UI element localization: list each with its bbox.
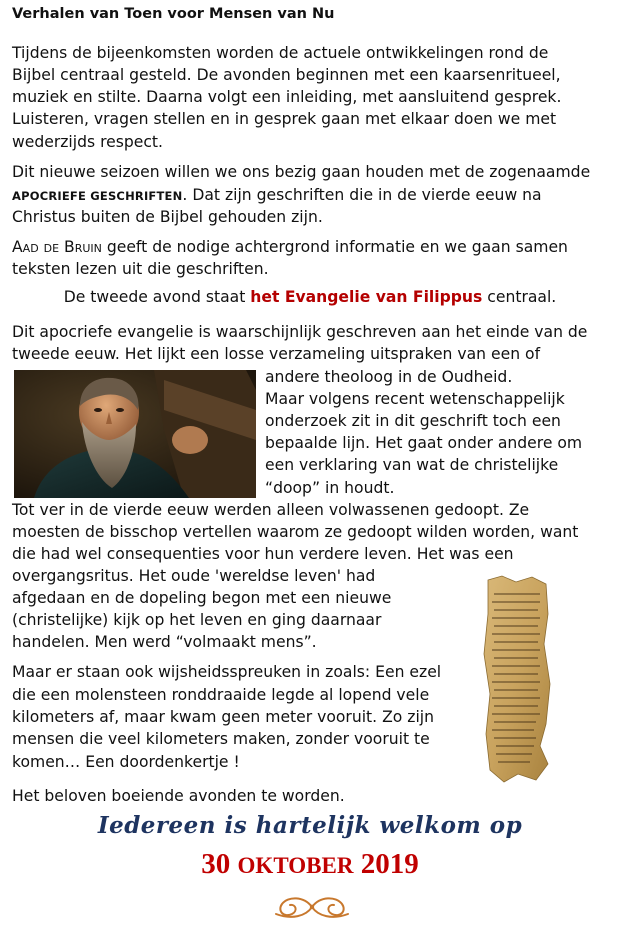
text-line: moesten de bisschop vertellen waarom ze gedoopt wilden worden, want [12, 523, 579, 541]
text-line: handelen. Men werd “volmaakt mens”. [12, 633, 317, 651]
text-line: Tot ver in de vierde eeuw werden alleen volwassenen gedoopt. Ze [12, 501, 530, 519]
text-line: Christus buiten de Bijbel gehouden zijn. [12, 208, 323, 226]
text-line: Maar er staan ook wijsheidsspreuken in zoals: Een ezel [12, 663, 442, 681]
text-line: overgangsritus. Het oude 'wereldse leven' had [12, 567, 376, 585]
closing-line: Het beloven boeiende avonden te worden. [12, 787, 345, 805]
text-span: . Dat zijn geschriften die in de vierde eeuw na [182, 186, 542, 204]
event-date [12, 848, 608, 881]
text-line: andere theoloog in de Oudheid. [265, 368, 513, 386]
date-month: OKTOBER [237, 853, 354, 878]
text-line: Dit nieuwe seizoen willen we ons bezig gaan houden met de zogenaamde [12, 163, 591, 181]
text-line: die een molensteen ronddraaide legde al lopend vele [12, 686, 430, 704]
date-day: 30 [201, 848, 231, 880]
text-line [12, 184, 608, 208]
text-span: geeft de nodige achtergrond informatie en we gaan samen [101, 238, 568, 256]
text-line: bepaalde lijn. Het gaat onder andere om [265, 434, 583, 452]
papyrus-image [482, 574, 552, 784]
text-line: Bijbel centraal gesteld. De avonden beginnen met een kaarsenritueel, [12, 66, 561, 84]
text-line: Maar volgens recent wetenschappelijk [265, 390, 565, 408]
date-year: 2019 [360, 848, 419, 880]
text-line: tweede eeuw. Het lijkt een losse verzameling uitspraken van een of [12, 345, 541, 363]
text-span: centraal. [482, 288, 557, 306]
text-line: wederzijds respect. [12, 133, 164, 151]
text-line: “doop” in houdt. [265, 479, 395, 497]
text-line: Tijdens de bijeenkomsten worden de actuele ontwikkelingen rond de [12, 44, 549, 62]
gospel-title: het Evangelie van Filippus [250, 288, 483, 306]
text-line: muziek en stilte. Daarna volgt een inleiding, met aansluitend gesprek. [12, 88, 562, 106]
text-line: onderzoek zit in dit geschrift toch een [265, 412, 561, 430]
text-line: een verklaring van wat de christelijke [265, 456, 559, 474]
speaker-name: Aad de Bruin [12, 238, 102, 256]
apocrypha-term: APOCRIEFE GESCHRIFTEN [12, 189, 183, 203]
text-line: (christelijke) kijk op het leven en ging daarnaar [12, 611, 382, 629]
portrait-image [14, 370, 256, 498]
welcome-text: Iedereen is hartelijk welkom op [97, 812, 523, 839]
text-line: komen… Een doordenkertje ! [12, 753, 240, 771]
text-line: mensen die veel kilometers maken, zonder vooruit te [12, 730, 430, 748]
text-line [12, 236, 608, 259]
text-span: De tweede avond staat [63, 288, 251, 306]
second-evening-line [12, 286, 608, 309]
papyrus-manuscript-icon [482, 574, 552, 784]
text-line: Dit apocriefe evangelie is waarschijnlijk geschreven aan het einde van de [12, 323, 588, 341]
page-title: Verhalen van Toen voor Mensen van Nu [12, 6, 335, 22]
text-line: afgedaan en de dopeling begon met een nieuwe [12, 589, 392, 607]
apostle-painting [14, 370, 256, 498]
text-line: Luisteren, vragen stellen en in gesprek gaan met elkaar doen we met [12, 110, 557, 128]
text-line: kilometers af, maar kwam geen meter vooruit. Zo zijn [12, 708, 434, 726]
text-line: teksten lezen uit die geschriften. [12, 260, 269, 278]
text-line: die had wel consequenties voor hun verdere leven. Het was een [12, 545, 514, 563]
ornament-divider-icon [270, 892, 354, 926]
